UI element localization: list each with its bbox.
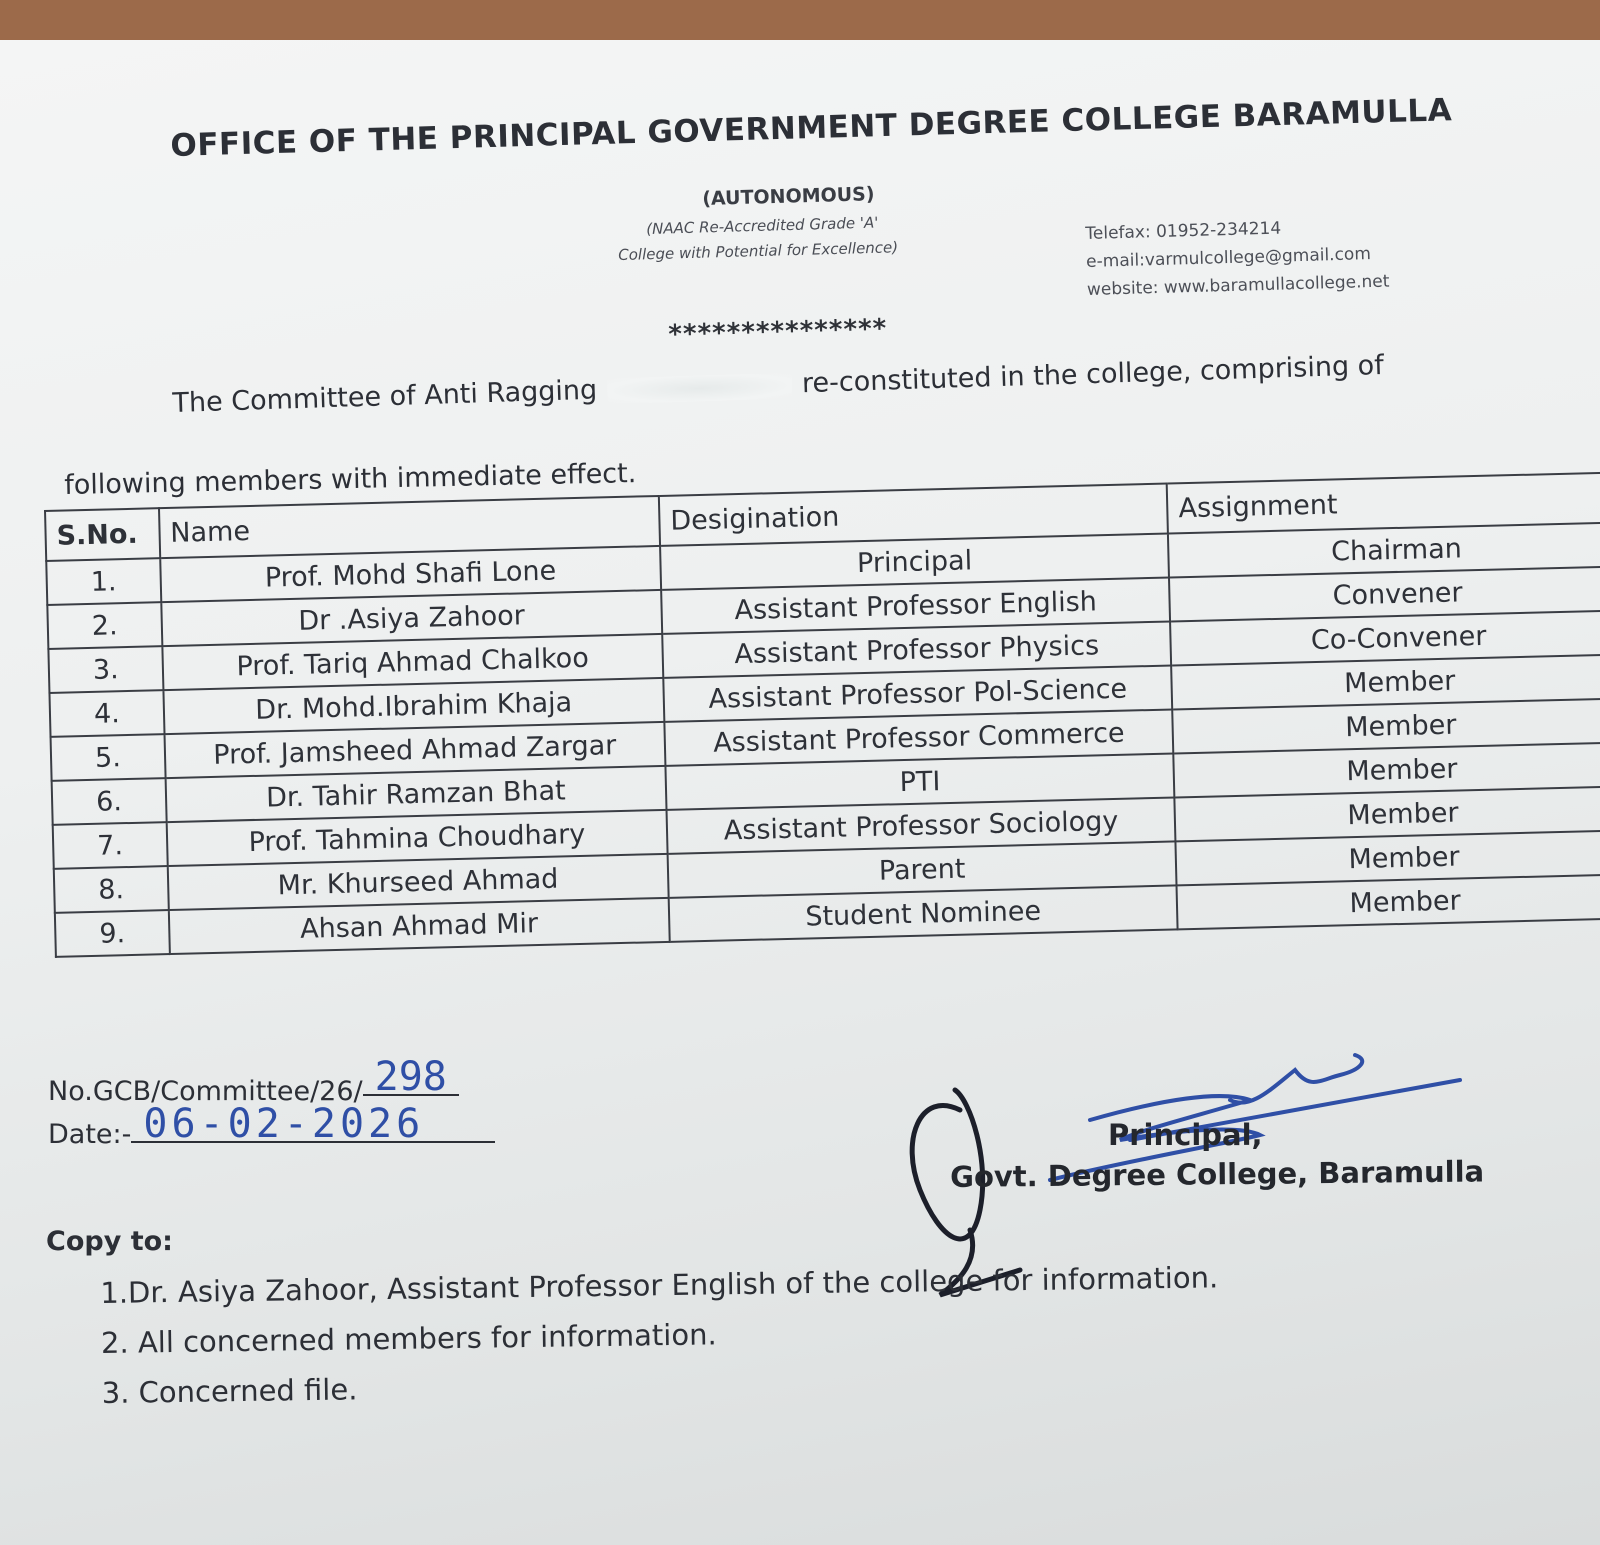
cell-designation: Assistant Professor English — [661, 578, 1170, 634]
cell-designation: Assistant Professor Pol-Science — [663, 666, 1172, 722]
cell-assignment: Member — [1171, 654, 1600, 709]
copy-to-heading: Copy to: — [46, 1226, 173, 1257]
date-row — [48, 1101, 495, 1150]
committee-table-wrapper — [44, 471, 1600, 957]
cell-sno: 4. — [49, 690, 164, 737]
document-page — [0, 40, 1600, 1545]
intro-start: The Committee of Anti Ragging — [172, 374, 598, 419]
cell-sno: 3. — [48, 646, 163, 693]
reference-number-label: No.GCB/Committee/26/ — [48, 1076, 363, 1107]
header-sno: S.No. — [45, 508, 160, 561]
cell-sno: 8. — [54, 866, 169, 913]
cell-assignment: Member — [1176, 830, 1600, 885]
cell-sno: 1. — [46, 558, 161, 605]
contact-block — [1085, 212, 1390, 304]
cell-sno: 9. — [55, 910, 170, 957]
intro-end: re-constituted in the college, comprising of — [801, 349, 1385, 400]
email: e-mail:varmulcollege@gmail.com — [1085, 244, 1372, 272]
cell-name: Prof. Mohd Shafi Lone — [160, 546, 661, 602]
cell-name: Dr. Tahir Ramzan Bhat — [165, 766, 666, 822]
accreditation-label: (NAAC Re-Accredited Grade 'A' — [646, 213, 879, 238]
cell-designation: Assistant Professor Physics — [662, 622, 1171, 678]
handwritten-number: 298 — [363, 1060, 459, 1096]
office-title: OFFICE OF THE PRINCIPAL GOVERNMENT DEGREE COLLEGE BARAMULLA — [170, 92, 1453, 164]
list-item: 1.Dr. Asiya Zahoor, Assistant Professor English of the college for information. — [100, 1260, 1219, 1310]
reference-block — [48, 1054, 495, 1150]
cell-designation: Student Nominee — [669, 885, 1178, 941]
cell-assignment: Convener — [1169, 566, 1600, 621]
cell-name: Prof. Tahmina Choudhary — [166, 810, 667, 866]
cell-name: Mr. Khurseed Ahmad — [167, 854, 668, 910]
cell-name: Dr .Asiya Zahoor — [161, 590, 662, 646]
separator-stars: *************** — [668, 313, 888, 350]
cell-assignment: Member — [1177, 874, 1600, 929]
blurred-text — [607, 372, 793, 404]
cell-designation: PTI — [665, 753, 1174, 809]
cell-designation: Parent — [667, 841, 1176, 897]
cell-assignment: Member — [1175, 786, 1600, 841]
intro-line-1 — [172, 350, 1384, 419]
cell-designation: Assistant Professor Sociology — [666, 797, 1175, 853]
cell-assignment: Member — [1172, 698, 1600, 753]
cell-designation: Assistant Professor Commerce — [664, 709, 1173, 765]
header-name: Name — [159, 496, 660, 558]
autonomous-label: (AUTONOMOUS) — [702, 183, 875, 210]
cell-sno: 5. — [51, 734, 166, 781]
cell-name: Prof. Tariq Ahmad Chalkoo — [162, 634, 663, 690]
cell-assignment: Member — [1174, 742, 1600, 797]
date-label: Date:- — [48, 1119, 132, 1150]
cell-assignment: Chairman — [1168, 522, 1600, 577]
cell-name: Ahsan Ahmad Mir — [169, 898, 670, 954]
cell-assignment: Co-Convener — [1170, 610, 1600, 665]
header-designation: Desigination — [659, 484, 1168, 546]
excellence-label: College with Potential for Excellence) — [618, 238, 899, 264]
signatory-title: Principal, — [1108, 1118, 1263, 1152]
committee-table — [44, 471, 1600, 957]
cell-name: Dr. Mohd.Ibrahim Khaja — [163, 678, 664, 734]
website: website: www.baramullacollege.net — [1086, 271, 1390, 300]
list-item: 2. All concerned members for information. — [100, 1317, 717, 1360]
copy-to-list — [100, 1252, 1220, 1418]
cell-designation: Principal — [660, 534, 1169, 590]
handwritten-date: 06-02-2026 — [131, 1107, 495, 1143]
cell-sno: 7. — [53, 822, 168, 869]
telefax: Telefax: 01952-234214 — [1085, 218, 1282, 244]
cell-name: Prof. Jamsheed Ahmad Zargar — [164, 722, 665, 778]
list-item: 3. Concerned file. — [101, 1372, 358, 1410]
header-assignment: Assignment — [1167, 472, 1600, 533]
intro-line-2: following members with immediate effect. — [64, 458, 637, 501]
cell-sno: 6. — [52, 778, 167, 825]
signatory-college: Govt. Degree College, Baramulla — [950, 1154, 1485, 1194]
cell-sno: 2. — [47, 602, 162, 649]
